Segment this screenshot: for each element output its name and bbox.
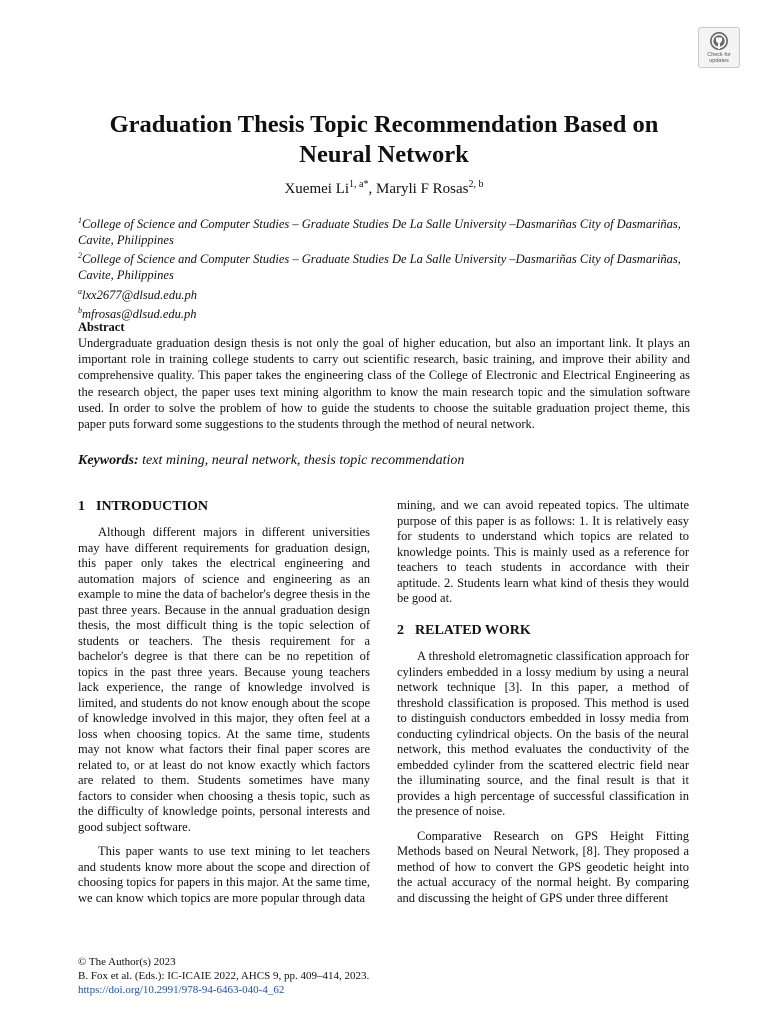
email-2-marker: b	[78, 306, 82, 316]
page-footer	[78, 955, 369, 997]
section-1-paragraph-1: Although different majors in different universities may have different requirements for graduation design, this paper only takes the electrical engineering and automation majors of science and engineering as an example to mine the data of bachelor's degree thesis in the past three years. Because in the annual graduation design thesis, the most difficult thing is the topic selection of students or teachers. The thesis requirement for a bachelor's degree is that there can be no repetition of topics in the past three years. Because young teachers lack experience, the range of knowledge involved is limited, and students do not know enough about the scope of knowledge involved in this major, they often feel at a loss when choosing topics. At the same time, students may not know what factors their final paper scores are related to, or at least do not know exactly which factors are related to them. Students sometimes have many factors to consider when choosing a thesis topic, such as the difficulty of knowledge points, personal interests and good subject software.	[78, 525, 370, 834]
keywords	[78, 452, 690, 470]
email-2-text: mfrosas@dlsud.edu.ph	[82, 307, 197, 322]
email-1	[78, 284, 698, 304]
affiliation-1-marker: 1	[78, 216, 82, 225]
keywords-text: text mining, neural network, thesis topic recommendation	[138, 453, 465, 468]
author-separator: ,	[368, 181, 376, 197]
doi-link[interactable]: https://doi.org/10.2991/978-94-6463-040-4_62	[78, 984, 285, 996]
check-for-updates-badge[interactable]	[698, 27, 740, 68]
title-line-1: Graduation Thesis Topic Recommendation Based on	[109, 111, 659, 138]
affiliation-2	[78, 248, 698, 283]
left-column	[78, 498, 370, 906]
section-2-heading	[397, 622, 689, 640]
section-1-number: 1	[78, 499, 85, 514]
section-1-title: INTRODUCTION	[96, 499, 209, 514]
section-1-paragraph-2-continued	[397, 498, 689, 606]
author-2-superscript: 2, b	[468, 179, 484, 190]
section-2-paragraph-1: A threshold eletromagnetic classification approach for cylinders embedded in a lossy medium by using a neural network technique [3]. In this paper, a method of threshold classification is proposed. This method is used to distinguish conductors embedded in lossy media from conducting cylindrical objects. On the basis of the neural network, this method evaluates the conductivity of the embedded cylinder from the scattered electric field near the illuminating source, and the final result is that it provides a high percentage of successful classification in the presence of noise.	[397, 649, 689, 818]
paper-title	[60, 110, 708, 170]
author-1-superscript: 1, a*	[349, 179, 369, 190]
copyright-line: © The Author(s) 2023	[78, 956, 176, 968]
section-2-paragraph-2: Comparative Research on GPS Height Fitting Methods based on Neural Network, [8]. They proposed a method of how to convert the GPS geodetic height into the actual accuracy of the normal height. By comparing and discussing the height of GPS under three different	[397, 828, 689, 905]
right-column	[397, 498, 689, 906]
citation-line: B. Fox et al. (Eds.): IC-ICAIE 2022, AHCS 9, pp. 409–414, 2023.	[78, 970, 370, 982]
email-2	[78, 303, 698, 323]
email-1-marker: a	[78, 286, 82, 296]
affiliations	[78, 213, 698, 323]
email-1-text: lxx2677@dlsud.edu.ph	[82, 287, 197, 302]
affiliation-1	[78, 213, 698, 248]
section-1-paragraph-2: This paper wants to use text mining to let teachers and students know more about the scope and direction of choosing topics for papers in this major. At the same time, we can know which topics are more popular through data	[78, 844, 370, 905]
affiliation-2-marker: 2	[78, 251, 82, 261]
affiliation-2-text: College of Science and Computer Studies – Graduate Studies De La Salle University –Dasmariñas City of Dasmariñas, Cavite, Philippines	[78, 252, 681, 283]
author-2-name: Maryli F Rosas	[376, 181, 469, 197]
title-line-2: Neural Network	[299, 141, 469, 168]
check-for-updates-label: Check for updates	[707, 52, 731, 64]
keywords-label: Keywords:	[78, 453, 139, 468]
section-1-heading	[78, 498, 370, 516]
check-for-updates-icon	[709, 31, 729, 51]
abstract-heading: Abstract	[78, 320, 125, 334]
affiliation-1-text: College of Science and Computer Studies – Graduate Studies De La Salle University –Dasmariñas City of Dasmariñas, Cavite, Philippines	[78, 217, 681, 247]
author-1-name: Xuemei Li	[284, 181, 350, 197]
section-2-title: RELATED WORK	[415, 623, 531, 638]
section-1-paragraph-2-tail: mining, and we can avoid repeated topics. The ultimate purpose of this paper is as follows: 1. It is relatively easy for students to understand which topics are related to knowledge points. This is mainly used as a reference for teachers to teach students in accordance with their aptitude. 2. Students learn what kind of thesis they would be good at.	[397, 498, 689, 605]
author-list	[60, 176, 708, 198]
section-2-number: 2	[397, 623, 404, 638]
abstract-text: Undergraduate graduation design thesis is not only the goal of higher education, but also an important link. It plays an important role in training college students to carry out scientific research, basic training, and improve their ability and comprehensive quality. This paper takes the engineering class of the College of Electronic and Electrical Engineering as the research object, the paper uses text mining algorithm to know the main research topic and the simulation software used. In order to solve the problem of how to guide the students to choose the suitable graduation project theme, this paper puts forward some suggestions to the students through the method of neural network.	[78, 336, 690, 432]
